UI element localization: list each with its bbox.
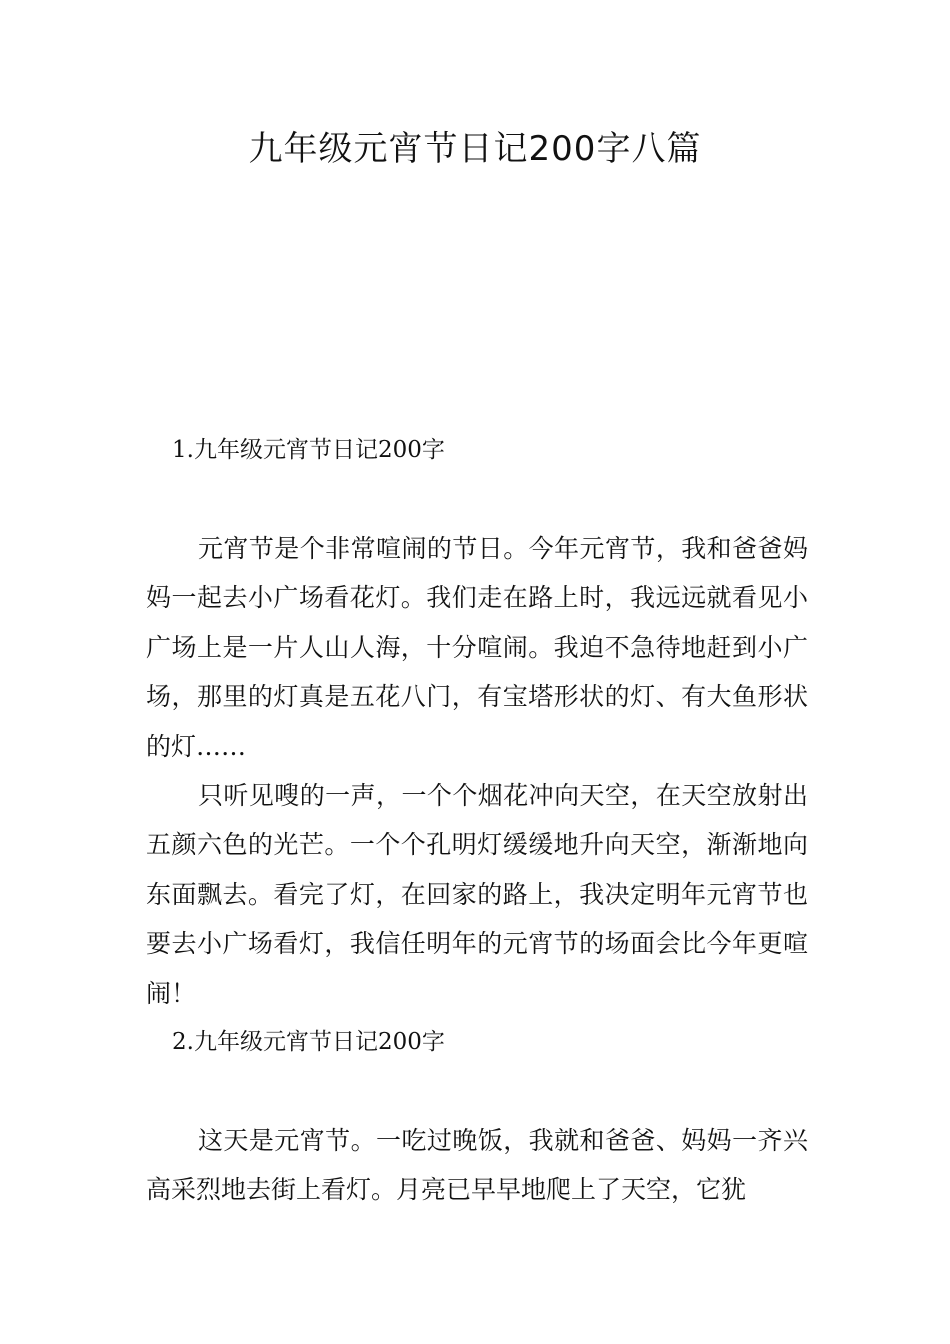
paragraph: 这天是元宵节。一吃过晚饭，我就和爸爸、妈妈一齐兴高采烈地去街上看灯。月亮已早早地爬上了天空，它犹 [146,1126,808,1205]
section-heading: 1.九年级元宵节日记200字 [172,437,445,463]
spacer [146,474,808,524]
spacer [146,1066,808,1116]
paragraph: 元宵节是个非常喧闹的节日。今年元宵节，我和爸爸妈妈一起去小广场看花灯。我们走在路上时，我远远就看见小广场上是一片人山人海，十分喧闹。我迫不急待地赶到小广场，那里的灯真是五花八门，有宝塔形状的灯、有大鱼形状的灯…… [146,534,808,761]
section-1 [146,426,808,1018]
document-body [146,426,808,1215]
paragraph: 只听见嗖的一声，一个个烟花冲向天空，在天空放射出五颜六色的光芒。一个个孔明灯缓缓地升向天空，渐渐地向东面飘去。看完了灯，在回家的路上，我决定明年元宵节也要去小广场看灯，我信任明年的元宵节的场面会比今年更喧闹！ [146,781,808,1008]
section-heading: 2.九年级元宵节日记200字 [172,1029,445,1056]
section-2 [146,1018,808,1215]
document-title: 九年级元宵节日记200字八篇 [248,129,702,169]
